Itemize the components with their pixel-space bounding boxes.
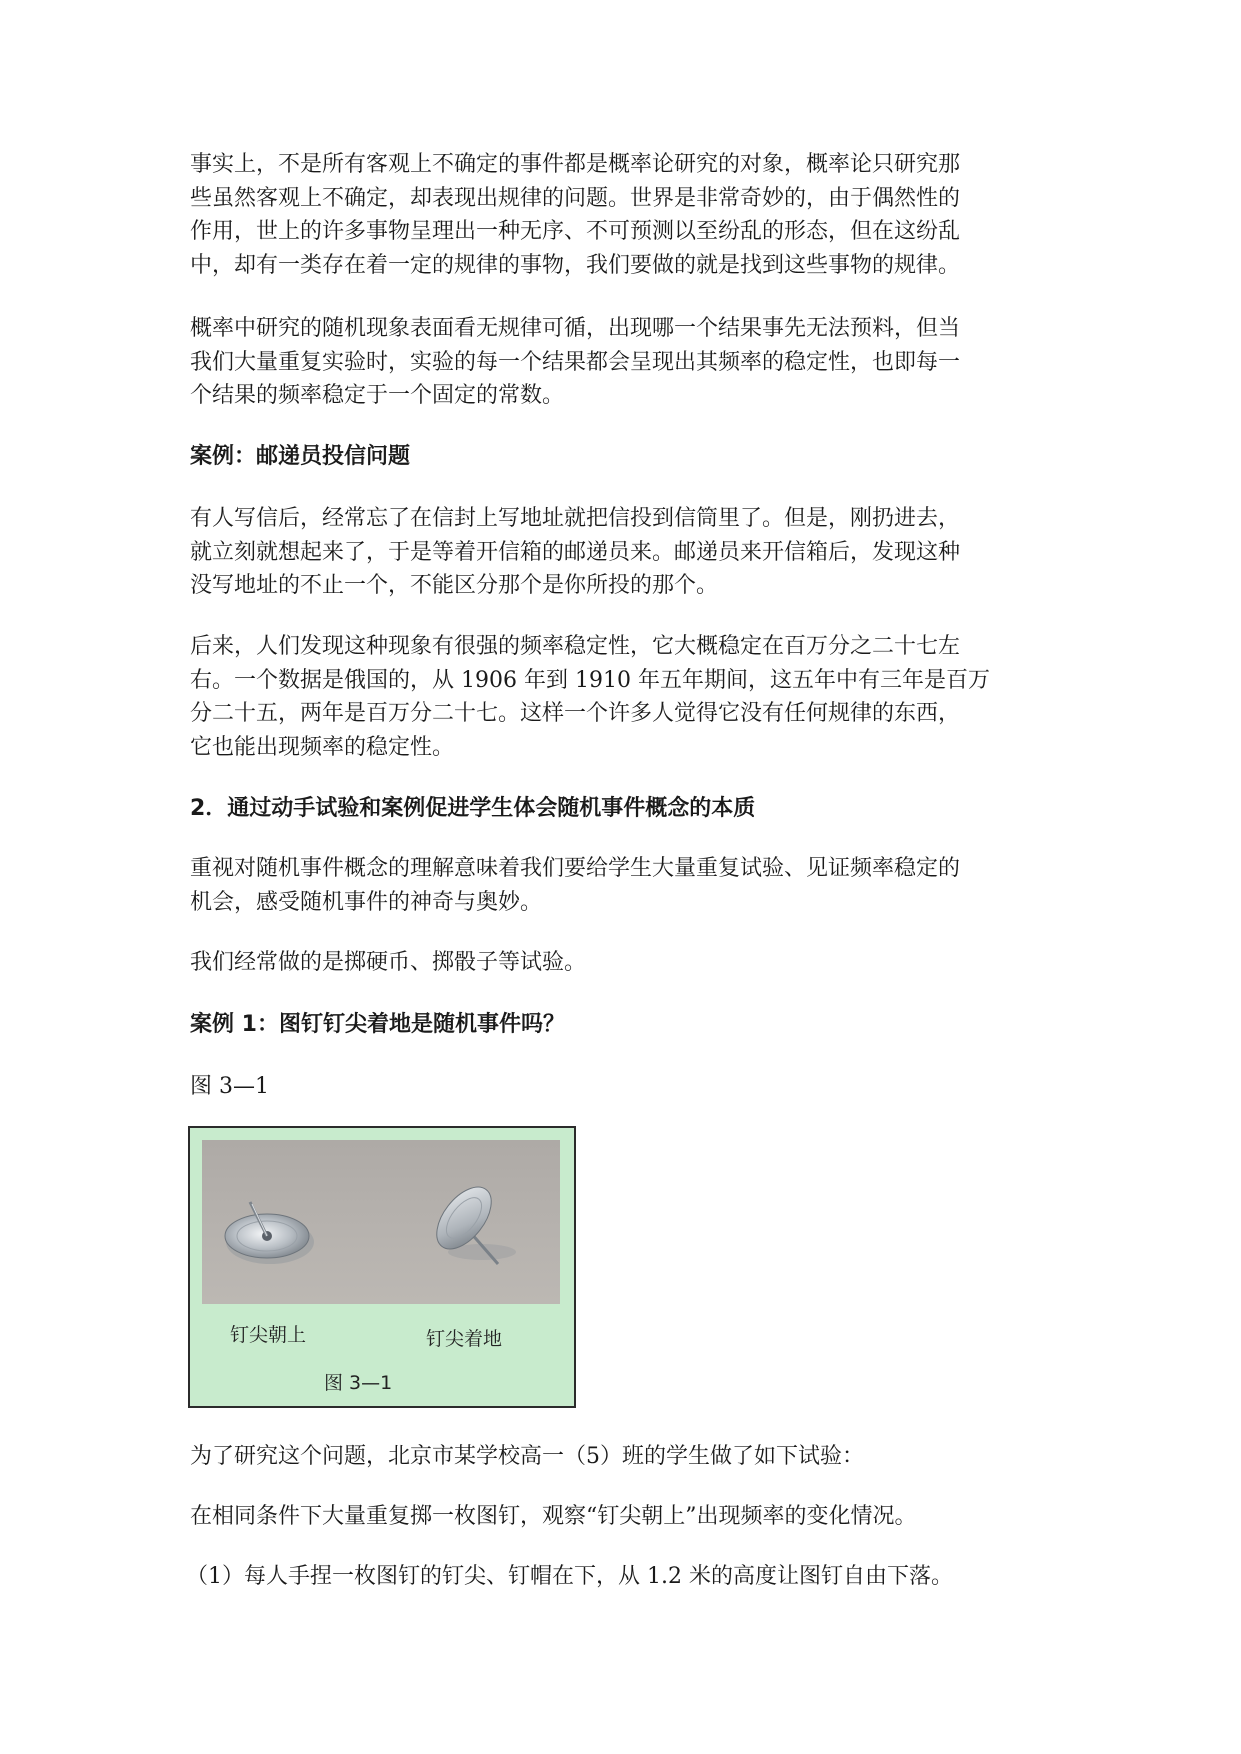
paragraph-step-1 bbox=[186, 1560, 1046, 1594]
text-line: 中，却有一类存在着一定的规律的事物，我们要做的就是找到这些事物的规律。 bbox=[190, 252, 961, 278]
text-line: 些虽然客观上不确定，却表现出规律的问题。世界是非常奇妙的，由于偶然性的 bbox=[190, 185, 961, 211]
thumbtack-point-down bbox=[426, 1177, 516, 1264]
text-line: 重视对随机事件概念的理解意味着我们要给学生大量重复试验、见证频率稳定的 bbox=[190, 856, 961, 881]
heading-section-2: 2．通过动手试验和案例促进学生体会随机事件概念的本质 bbox=[190, 796, 756, 821]
text-line: 右。一个数据是俄国的，从 1906 年到 1910 年五年期间，这五年中有三年是百万 bbox=[190, 667, 990, 693]
text-line: 概率中研究的随机现象表面看无规律可循，出现哪一个结果事先无法预料，但当 bbox=[190, 316, 961, 341]
text-line: 在相同条件下大量重复掷一枚图钉，观察“钉尖朝上”出现频率的变化情况。 bbox=[190, 1504, 917, 1529]
heading-postman-case: 案例：邮递员投信问题 bbox=[190, 444, 411, 469]
paragraph-experiment-method bbox=[190, 1500, 1050, 1534]
text-line: 为了研究这个问题，北京市某学校高一（5）班的学生做了如下试验： bbox=[190, 1444, 864, 1469]
text-line: 有人写信后，经常忘了在信封上写地址就把信投到信筒里了。但是，刚扔进去， bbox=[190, 506, 961, 531]
text-line: （1）每人手捏一枚图钉的钉尖、钉帽在下，从 1.2 米的高度让图钉自由下落。 bbox=[186, 1564, 953, 1589]
text-line: 就立刻就想起来了，于是等着开信箱的邮递员来。邮递员来开信箱后，发现这种 bbox=[190, 539, 961, 565]
thumbtack-illustration bbox=[202, 1140, 560, 1304]
paragraph-random-phenomena bbox=[190, 312, 1050, 413]
paragraph-experiment-intro bbox=[190, 1440, 1050, 1474]
text-line: 我们经常做的是掷硬币、掷骰子等试验。 bbox=[190, 950, 587, 975]
text-line: 后来，人们发现这种现象有很强的频率稳定性，它大概稳定在百万分之二十七左 bbox=[190, 634, 961, 659]
label-point-down: 钉尖着地 bbox=[426, 1328, 503, 1350]
thumbtack-point-up bbox=[225, 1202, 314, 1264]
thumbtack-photo bbox=[202, 1140, 560, 1304]
text-line: 作用，世上的许多事物呈理出一种无序、不可预测以至纷乱的形态，但在这纷乱 bbox=[190, 219, 961, 244]
text-line: 机会，感受随机事件的神奇与奥妙。 bbox=[190, 889, 543, 915]
paragraph-probability-scope bbox=[190, 148, 1050, 282]
text-line: 我们大量重复实验时，实验的每一个结果都会呈现出其频率的稳定性，也即每一 bbox=[190, 349, 961, 375]
paragraph-repeated-trials bbox=[190, 852, 1050, 919]
text-line: 个结果的频率稳定于一个固定的常数。 bbox=[190, 383, 565, 408]
text-line: 没写地址的不止一个，不能区分那个是你所投的那个。 bbox=[190, 573, 719, 598]
paragraph-frequency-stability bbox=[190, 630, 1050, 764]
figure-caption: 图 3—1 bbox=[324, 1372, 393, 1394]
text-line: 事实上，不是所有客观上不确定的事件都是概率论研究的对象，概率论只研究那 bbox=[190, 152, 961, 177]
figure-reference bbox=[190, 1070, 1050, 1104]
paragraph-letter-story bbox=[190, 502, 1050, 603]
label-point-up: 钉尖朝上 bbox=[230, 1324, 307, 1346]
paragraph-coin-dice bbox=[190, 946, 1050, 980]
figure-thumbtacks bbox=[188, 1126, 576, 1408]
text-line: 它也能出现频率的稳定性。 bbox=[190, 734, 455, 760]
text-line: 图 3—1 bbox=[190, 1074, 269, 1099]
heading-case-1: 案例 1：图钉钉尖着地是随机事件吗？ bbox=[190, 1012, 565, 1037]
text-line: 分二十五，两年是百万分二十七。这样一个许多人觉得它没有任何规律的东西， bbox=[190, 701, 961, 726]
